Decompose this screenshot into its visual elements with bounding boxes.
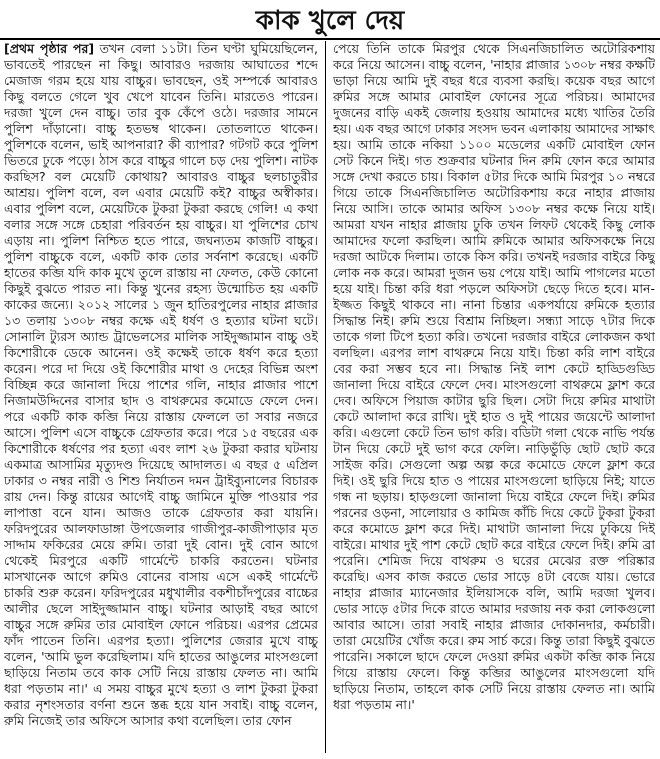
article-column-right — [333, 41, 655, 753]
column-right-text: পেয়ে তিনি তাকে মিরপুর থেকে সিএনজিচালিত অটোরিকশায় করে নিয়ে আসেন। বাচ্চু বলেন, 'নাহার প্লাজার ১৩০৮ নম্বর কক্ষটি ভাড়া নিয়ে আমি দুই বছর ধরে ব্যবসা করছি। কয়েক বছর আগে রুমির সঙ্গে আমার মোবাইল ফোনের সূত্রে পরিচয়। আমাদের দুজনের বাড়ি একই জেলায় হওয়ায় আমাদের মধ্যে খাতির তৈরি হয়। এক বছর আগে ঢাকার সংসদ ভবন এলাকায় আমাদের সাক্ষাৎ হয়। আমি তাকে নকিয়া ১১০০ মডেলের একটি মোবাইল ফোন সেট কিনে দিই। গত শুক্রবার ঘটনার দিন রুমি ফোন করে আমার সঙ্গে দেখা করতে চায়। বিকাল ৫টার দিকে আমি মিরপুর ১০ নম্বরে গিয়ে তাকে সিএনজিচালিত অটোরিকশায় করে নাহার প্লাজায় নিয়ে আসি। তাকে আমার অফিস ১৩০৮ নম্বর কক্ষে নিয়ে যাই। আমরা যখন নাহার প্লাজায় ঢুকি তখন লিফট থেকেই কিছু লোক আমাদের ফলো করছিল। আমি রুমিকে আমার অফিসকক্ষে নিয়ে দরজা আটকে দিলাম। তাকে কিস করি। তখনই দরজার বাইরে কিছু লোক নক করে। আমরা দুজন ভয় পেয়ে যাই। আমি পাগলের মতো হয়ে যাই। চিন্তা করি ধরা পড়লে অফিসটা ছেড়ে দিতে হবে। মান-ইজ্জত কিছুই থাকবে না। নানা চিন্তার একপর্যায়ে রুমিকে হত্যার সিদ্ধান্ত নিই। রুমি শুয়ে বিশ্রাম নিচ্ছিল। সন্ধ্যা সাড়ে ৭টার দিকে তাকে গলা টিপে হত্যা করি। তখনো দরজার বাইরে লোকজন কথা বলছিল। এরপর লাশ বাথরুমে নিয়ে যাই। চিন্তা করি লাশ বাইরে বের করা সম্ভব হবে না। সিদ্ধান্ত নিই লাশ কেটে হাড্ডিগুড্ডি জানালা দিয়ে বাইরে ফেলে দেব। মাংসগুলো বাথরুমে ফ্লাশ করে দেব। অফিসে পিয়াজ কাটার ছুরি ছিল। সেটা দিয়ে রুমির মাথাটা কেটে আলাদা করে রাখি। দুই হাত ও দুই পায়ের জয়েন্টে আলাদা করি। এগুলো কেটে তিন ভাগ করি। বডিটা গলা থেকে নাভি পর্যন্ত টান দিয়ে কেটে দুই ভাগ করে ফেলি। নাড়িভুঁড়ি ছোট ছোট করে সাইজ করি। সেগুলো অল্প অল্প করে কমোডে ফেলে ফ্লাশ করে দিই। ওই ছুরি দিয়ে হাত ও পায়ের মাংসগুলো ছাড়িয়ে নিই; যাতে গন্ধ না ছড়ায়। হাড়গুলো জানালা দিয়ে বাইরে ফেলে দিই। রুমির পরনের ওড়না, সালোয়ার ও কামিজ কাঁচি দিয়ে কেটে টুকরা টুকরা করে কমোডে ফ্লাশ করে দিই। মাথাটা জানালা দিয়ে ঢুকিয়ে দিই বাইরে। মাথার দুই পাশ কেটে ছোট করে বাইরে ফেলে দিই। রুমি ব্রা পরেনি। শেমিজ দিয়ে বাথরুম ও ঘরের মেঝের রক্ত পরিষ্কার করেছি। এসব কাজ করতে ভোর সাড়ে ৪টা বেজে যায়। ভোরে নাহার প্লাজার ম্যানেজার ইলিয়াসকে বলি, আমি দরজা খুলব। ভোর সাড়ে ৫টার দিকে রাতে আমার দরজায় নক করা লোকগুলো আবার আসে। তারা সবাই নাহার প্লাজার দোকানদার, কর্মচারী। তারা মেয়েটির খোঁজ করে। রুম সার্চ করে। কিন্তু তারা কিছুই বুঝতে পারেনি। সকালে ছাদে ফেলে দেওয়া রুমির একটা কব্জি কাক নিয়ে গিয়ে রাস্তায় ফেলে। কিন্তু কব্জির আঙুলের মাংসগুলো যদি ছাড়িয়ে নিতাম, তাহলে কাক সেটি নিয়ে রাস্তায় ফেলত না। আমি ধরা পড়তাম না।' — [333, 41, 655, 712]
headline-rule — [0, 38, 660, 40]
column-left-paragraph — [4, 41, 318, 729]
continuation-label: [প্রথম পৃষ্ঠার পর] — [4, 41, 95, 56]
article-column-left — [4, 41, 318, 753]
headline: কাক খুলে দেয় — [255, 6, 405, 36]
column-left-text: তখন বেলা ১১টা। তিন ঘণ্টা ঘুমিয়েছিলেন, ভাবতেই পারছেন না কিছু। আবারও দরজায় আঘাতের শব্দে মেজাজ গরম হয়ে যায় বাচ্চুর। ভাবছেন, ওই সম্পর্কে আবারও কিছু বলতে গেলে খুব খেপে যাবেন তিনি। মারতেও পারেন। দরজা খুলে দেন বাচ্চু। তার বুক কেঁপে ওঠে। দরজার সামনে পুলিশ দাঁড়ানো। বাচ্চু হতভম্ব থাকেন। তোতলাতে থাকেন। পুলিশকে বলেন, ভাই আপনারা? কী ব্যাপার? গটগট করে পুলিশ ভিতরে ঢুকে পড়ে। ঠাস করে বাচ্চুর গালে চড় দেয় পুলিশ। নাটক করছিস? বল মেয়েটি কোথায়? আবারও বাচ্চুর ছলচাতুরীর আশ্রয়। পুলিশ বলে, বল এবার মেয়েটি কই? বাচ্চুর অস্বীকার। এবার পুলিশ বলে, মেয়েটিকে টুকরা টুকরা করছে গেলি! এ কথা বলার সঙ্গে সঙ্গে চেহারা পরিবর্তন হয় বাচ্চুর। যা পুলিশের চোখ এড়ায় না। পুলিশ নিশ্চিত হতে পারে, জঘন্যতম কাজটি বাচ্চুর। পুলিশ বাচ্চুকে বলে, একটি কাক তোর সর্বনাশ করেছে। একটি হাতের কব্জি যদি কাক মুখে তুলে রাস্তায় না ফেলত, কেউ কোনো কিছুই বুঝতে পারত না। কিন্তু খুনের রহস্য উন্মোচিত হয় একটি কাকের জন্যে। ২০১২ সালের ১ জুন হাতিরপুলের নাহার প্লাজার ১৩ তলায় ১৩০৮ নম্বর কক্ষে এই ধর্ষণ ও হত্যার ঘটনা ঘটে। সোনালি ট্যুরস অ্যান্ড ট্রাভেলসের মালিক সাইদুজ্জামান বাচ্চু ওই কিশোরীকে ডেকে আনেন। ওই কক্ষেই তাকে ধর্ষণ করে হত্যা করেন। পরে দা দিয়ে ওই কিশোরীর মাথা ও দেহের বিভিন্ন অংশ বিচ্ছিন্ন করে জানালা দিয়ে পাশের গলি, নাহার প্লাজার পাশে নিজামউদ্দিনের বাসার ছাদ ও বাথরুমের কমোডে ফেলে দেন। পরে একটি কাক কব্জি নিয়ে রাস্তায় ফেললে তা সবার নজরে আসে। পুলিশ এসে বাচ্চুকে গ্রেফতার করে। পরে ১৫ বছরের এক কিশোরীকে ধর্ষণের পর হত্যা এবং লাশ ২৬ টুকরা করার ঘটনায় একমাত্র আসামির মৃত্যুদণ্ড দিয়েছে আদালত। এ বছর ৫ এপ্রিল ঢাকার ৩ নম্বর নারী ও শিশু নির্যাতন দমন ট্রাইব্যুনালের বিচারক রায় দেন। কিন্তু রায়ের আগেই বাচ্চু জামিনে মুক্তি পাওয়ার পর লাপাত্তা বনে যান। আজও তাকে গ্রেফতার করা যায়নি। ফরিদপুরের আলফাডাঙ্গা উপজেলার গাজীপুর-কাজীপাড়ার মৃত সাদ্দাম ফকিরের মেয়ে রুমি। তারা দুই বোন। দুই বোন আগে থেকেই মিরপুরে একটি গার্মেন্টে চাকরি করতেন। ঘটনার মাসখানেক আগে রুমিও বোনের বাসায় এসে একই গার্মেন্টে চাকরি শুরু করেন। ফরিদপুরের মধুখালীর বকশীচাঁদপুরের বাচ্চের আলীর ছেলে সাইদুজ্জামান বাচ্চু। ঘটনার আড়াই বছর আগে বাচ্চুর সঙ্গে রুমির তার মোবাইল ফোনে পরিচয়। এরপর প্রেমের ফাঁদ পাতেন তিনি। এরপর হত্যা। পুলিশের জেরার মুখে বাচ্চু বলেন, 'আমি ভুল করেছিলাম। যদি হাতের আঙুলের মাংসগুলো ছাড়িয়ে নিতাম তবে কাক সেটি নিয়ে রাস্তায় ফেলত না। আমি ধরা পড়তাম না।' এ সময় বাচ্চুর মুখে হত্যা ও লাশ টুকরা টুকরা করার নৃশংসতার বর্ণনা শুনে স্তব্ধ হয়ে যান সবাই। বাচ্চু বলেন, রুমি নিজেই তার অফিসে আসার কথা বলেছিল। তার ফোন — [4, 41, 318, 728]
column-divider — [325, 41, 326, 753]
